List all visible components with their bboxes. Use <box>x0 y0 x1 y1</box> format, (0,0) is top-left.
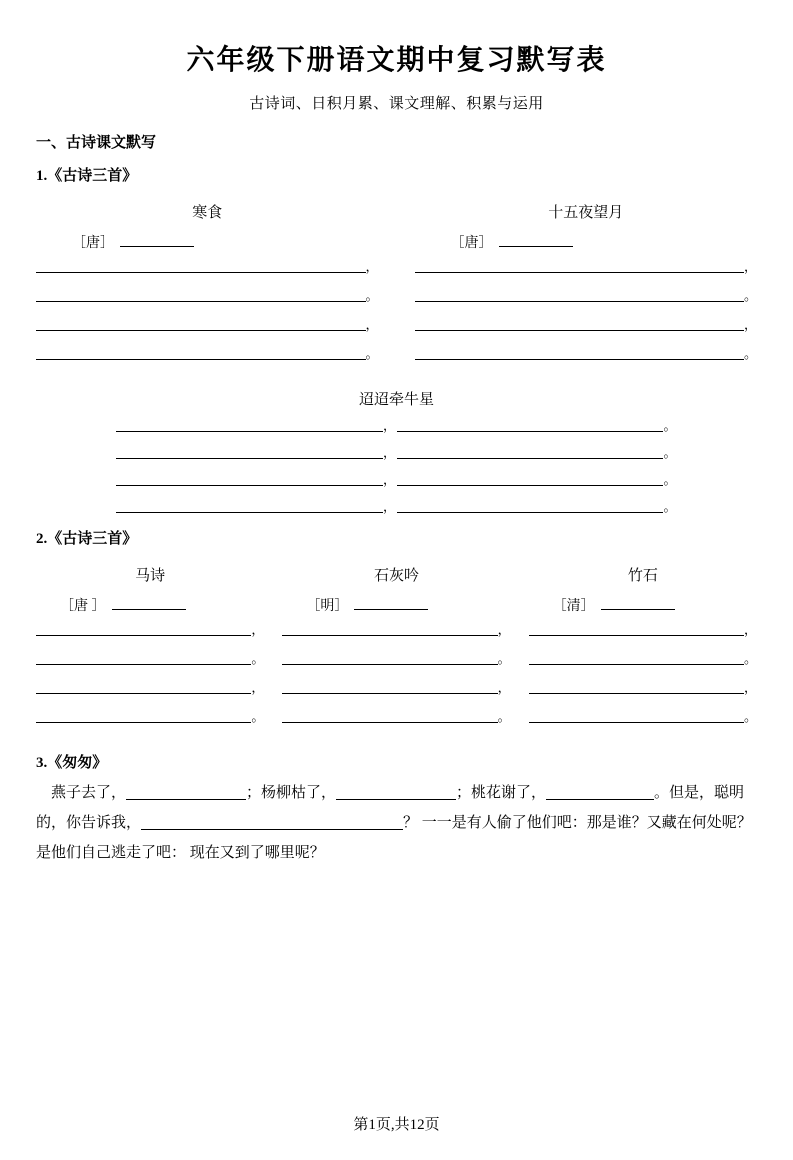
write-rule[interactable] <box>36 710 251 723</box>
poem-hanshi <box>36 189 397 376</box>
line-punct: 。 <box>743 709 757 724</box>
poem-dynasty-hanshi: ［唐］ <box>72 236 114 251</box>
write-line[interactable] <box>116 419 677 432</box>
line-punct: ， <box>743 622 757 637</box>
page-subtitle: 古诗词、日积月累、课文理解、积累与运用 <box>249 96 544 112</box>
write-rule[interactable] <box>397 473 664 486</box>
write-line[interactable] <box>36 318 379 331</box>
line-punct: 。 <box>663 445 677 460</box>
prose-text-4: 。但是，聪明的，你告诉我， <box>36 785 745 831</box>
poem-triple-lines <box>36 623 757 739</box>
write-line[interactable] <box>36 710 264 723</box>
author-blank-hanshi[interactable] <box>120 233 194 247</box>
write-line[interactable] <box>415 260 758 273</box>
author-blank-shihuiyin[interactable] <box>354 596 428 610</box>
write-line[interactable] <box>36 347 379 360</box>
prose-text-7: 了哪里呢？ <box>249 845 325 861</box>
write-rule[interactable] <box>36 681 251 694</box>
write-rule[interactable] <box>36 289 366 302</box>
line-punct: 。 <box>663 472 677 487</box>
write-line[interactable] <box>282 681 510 694</box>
line-punct: ， <box>382 418 396 433</box>
line-punct: ， <box>744 259 758 274</box>
write-rule[interactable] <box>282 623 497 636</box>
prose-blank-1[interactable] <box>126 784 246 800</box>
item-heading-1 <box>36 164 757 185</box>
write-line[interactable] <box>415 289 758 302</box>
write-rule[interactable] <box>529 623 744 636</box>
line-punct: 。 <box>251 651 265 666</box>
item-number-2: 2. <box>36 531 48 547</box>
author-blank-mashi[interactable] <box>112 596 186 610</box>
poem-dynasty-shiwuyewangyue: ［唐］ <box>450 236 493 251</box>
write-rule[interactable] <box>529 652 744 665</box>
prose-text-2: ；杨柳枯了， <box>246 785 337 801</box>
write-line[interactable] <box>116 446 677 459</box>
write-rule[interactable] <box>415 347 745 360</box>
write-rule[interactable] <box>116 446 383 459</box>
document-content <box>0 131 793 868</box>
write-rule[interactable] <box>282 681 497 694</box>
poem-title-mashi: 马诗 <box>135 568 166 584</box>
write-line[interactable] <box>36 289 379 302</box>
line-punct: 。 <box>663 499 677 514</box>
prose-text-6: 一是有人偷了他们吧：那是谁？又藏在何处呢？是他们自己逃走了吧： 现在又到 <box>36 815 752 861</box>
poem-triple-row <box>36 552 757 623</box>
poem-zhushi <box>517 552 757 623</box>
write-line[interactable] <box>116 500 677 513</box>
prose-blank-4[interactable] <box>141 814 403 830</box>
poem-author-shihuiyin <box>306 595 510 615</box>
write-rule[interactable] <box>397 446 664 459</box>
poem-author-hanshi <box>72 232 379 252</box>
poem-lines-shihuiyin <box>276 623 516 739</box>
write-rule[interactable] <box>116 500 383 513</box>
poem-author-zhushi <box>553 595 757 615</box>
write-rule[interactable] <box>397 500 664 513</box>
poem-title-shihuiyin: 石灰吟 <box>373 568 419 584</box>
line-punct: ， <box>497 680 511 695</box>
write-rule[interactable] <box>282 652 497 665</box>
poem-lines-zhushi <box>517 623 757 739</box>
poem-title-shiwuyewangyue: 十五夜望月 <box>548 205 624 221</box>
line-punct: 。 <box>497 651 511 666</box>
write-rule[interactable] <box>529 681 744 694</box>
write-line[interactable] <box>415 318 758 331</box>
poem-tiaotiaoqianniuxing <box>36 419 757 513</box>
poem-shihuiyin <box>276 552 516 623</box>
poem-shiwuyewangyue <box>397 189 758 376</box>
poem-lines-mashi <box>36 623 276 739</box>
line-punct: 。 <box>251 709 265 724</box>
prose-text-1: 燕子去了， <box>51 785 127 801</box>
line-punct: 。 <box>497 709 511 724</box>
write-rule[interactable] <box>36 652 251 665</box>
write-rule[interactable] <box>529 710 744 723</box>
write-rule[interactable] <box>36 260 366 273</box>
poem-title-zhushi: 竹石 <box>627 568 658 584</box>
write-rule[interactable] <box>36 318 366 331</box>
line-punct: 。 <box>744 288 758 303</box>
write-rule[interactable] <box>36 347 366 360</box>
write-rule[interactable] <box>116 473 383 486</box>
page-title: 六年级下册语文期中复习默写表 <box>186 43 607 76</box>
line-punct: ， <box>743 680 757 695</box>
poem-title-tiaotiaoqianniuxing: 迢迢牵牛星 <box>358 392 434 408</box>
write-line[interactable] <box>36 623 264 636</box>
poem-mashi <box>36 552 276 623</box>
section-heading: 一、古诗课文默写 <box>36 135 157 151</box>
write-line[interactable] <box>282 623 510 636</box>
item-heading-2 <box>36 527 757 548</box>
line-punct: 。 <box>365 346 379 361</box>
write-line[interactable] <box>36 652 264 665</box>
line-punct: ， <box>365 317 379 332</box>
item-title-3: 《匆匆》 <box>47 755 108 771</box>
write-rule[interactable] <box>415 289 745 302</box>
write-line[interactable] <box>529 623 757 636</box>
write-rule[interactable] <box>36 623 251 636</box>
author-blank-shiwuyewangyue[interactable] <box>499 233 573 247</box>
write-rule[interactable] <box>116 419 383 432</box>
prose-blank-3[interactable] <box>546 784 654 800</box>
write-line[interactable] <box>282 710 510 723</box>
write-line[interactable] <box>415 347 758 360</box>
line-punct: 。 <box>743 651 757 666</box>
write-line[interactable] <box>36 681 264 694</box>
line-punct: ， <box>365 259 379 274</box>
write-rule[interactable] <box>415 318 745 331</box>
poem-title-hanshi: 寒食 <box>192 205 223 221</box>
line-punct: ， <box>382 499 396 514</box>
line-punct: ， <box>382 472 396 487</box>
poem-dynasty-shihuiyin: ［明］ <box>306 599 349 614</box>
item-title-2: 《古诗三首》 <box>47 531 138 547</box>
poem-author-mashi <box>60 595 264 615</box>
line-punct: 。 <box>663 418 677 433</box>
write-line[interactable] <box>116 473 677 486</box>
write-line[interactable] <box>36 260 379 273</box>
poem-dynasty-zhushi: ［清］ <box>552 599 595 614</box>
poem-pair-row <box>36 189 757 376</box>
write-line[interactable] <box>529 681 757 694</box>
prose-congcong <box>36 778 757 868</box>
document-page <box>0 38 793 1160</box>
item-number-3: 3. <box>36 755 48 771</box>
line-punct: ， <box>251 680 265 695</box>
prose-text-3: ；桃花谢了， <box>456 785 547 801</box>
write-line[interactable] <box>529 710 757 723</box>
item-heading-3 <box>36 751 757 772</box>
line-punct: ， <box>251 622 265 637</box>
poem-dynasty-mashi: ［唐 ］ <box>60 599 106 614</box>
item-title-1: 《古诗三首》 <box>47 168 138 184</box>
prose-text-5: ？ 一 <box>403 815 437 831</box>
poem-author-shiwuyewangyue <box>451 232 758 252</box>
write-rule[interactable] <box>397 419 664 432</box>
write-line[interactable] <box>282 652 510 665</box>
write-rule[interactable] <box>415 260 745 273</box>
item-number-1: 1. <box>36 168 48 184</box>
line-punct: ， <box>382 445 396 460</box>
prose-blank-2[interactable] <box>336 784 456 800</box>
line-punct: ， <box>497 622 511 637</box>
write-rule[interactable] <box>282 710 497 723</box>
write-line[interactable] <box>529 652 757 665</box>
line-punct: ， <box>744 317 758 332</box>
author-blank-zhushi[interactable] <box>601 596 675 610</box>
line-punct: 。 <box>744 346 758 361</box>
line-punct: 。 <box>365 288 379 303</box>
page-footer: 第1页,共12页 <box>353 1117 440 1133</box>
